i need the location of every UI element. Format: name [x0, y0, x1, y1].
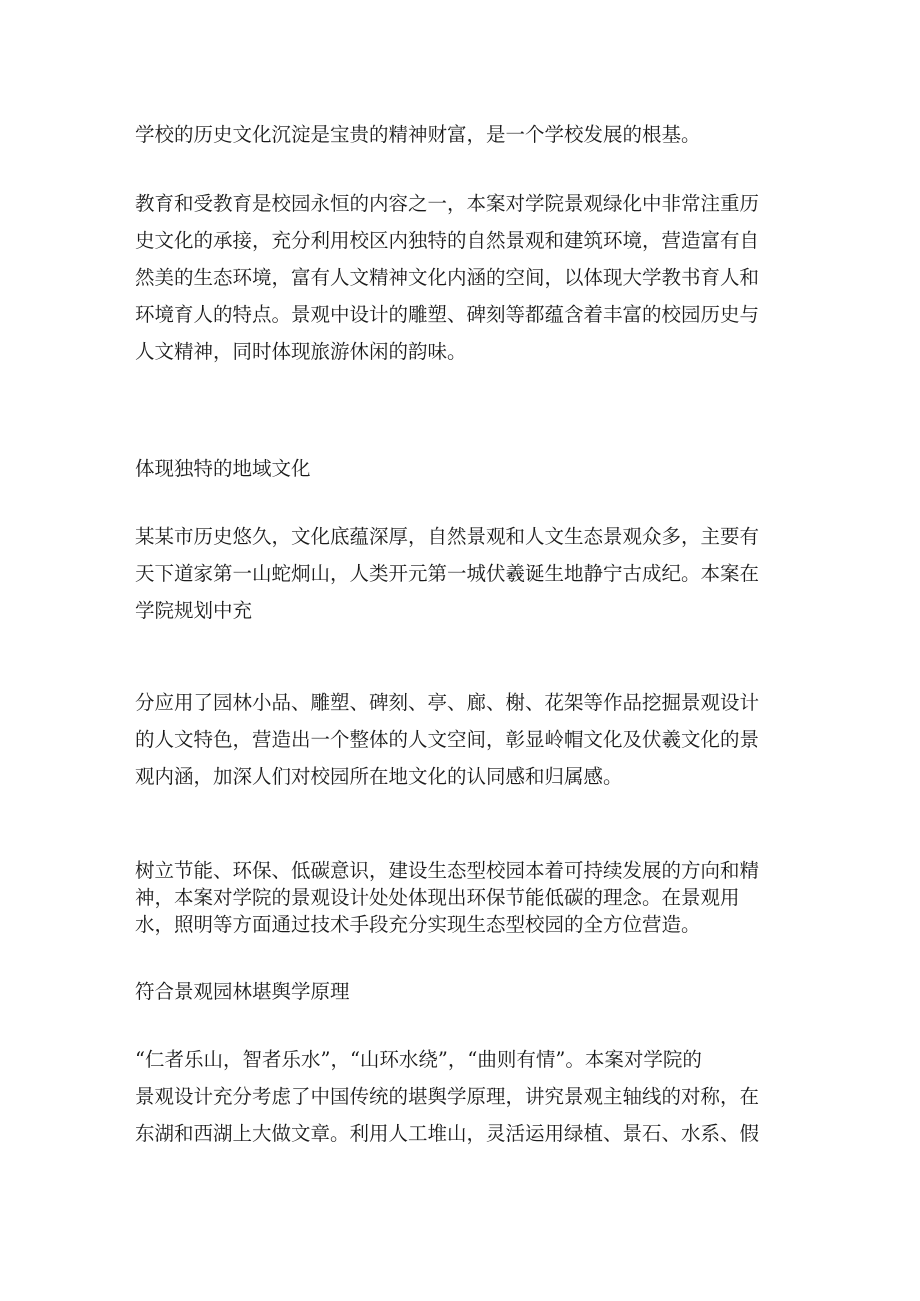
text-line: 学院规划中充: [135, 599, 253, 622]
text-line: 史文化的承接，充分利用校区内独特的自然景观和建筑环境，营造富有自: [135, 229, 760, 252]
text-line: 景观设计充分考虑了中国传统的堪舆学原理，讲究景观主轴线的对称，在: [135, 1085, 760, 1108]
text-line: “仁者乐山，智者乐水”，“山环水绕”，“曲则有情”。本案对学院的: [135, 1048, 702, 1071]
paragraph-eco-campus: [135, 857, 785, 938]
text-line: 观内涵，加深人们对校园所在地文化的认同感和归属感。: [135, 765, 623, 788]
text-line: 教育和受教育是校园永恒的内容之一，本案对学院景观绿化中非常注重历: [135, 192, 760, 215]
text-line: 的人文特色，营造出一个整体的人文空间，彰显岭帽文化及伏羲文化的景: [135, 728, 760, 751]
text-line: 东湖和西湖上大做文章。利用人工堆山，灵活运用绿植、景石、水系、假: [135, 1122, 760, 1145]
text-line: 符合景观园林堪舆学原理: [135, 980, 350, 1003]
text-line: 学校的历史文化沉淀是宝贵的精神财富，是一个学校发展的根基。: [135, 123, 701, 146]
paragraph-city-history: [135, 518, 785, 629]
text-line: 环境育人的特点。景观中设计的雕塑、碑刻等都蕴含着丰富的校园历史与: [135, 303, 760, 326]
paragraph-heritage: [135, 116, 785, 153]
paragraph-geomancy: [135, 1041, 785, 1152]
text-line: 水，照明等方面通过技术手段充分实现生态型校园的全方位营造。: [135, 913, 701, 936]
text-line: 体现独特的地域文化: [135, 457, 311, 480]
text-line: 人文精神，同时体现旅游休闲的韵味。: [135, 340, 467, 363]
text-line: 然美的生态环境，富有人文精神文化内涵的空间，以体现大学教书育人和: [135, 266, 760, 289]
text-line: 树立节能、环保、低碳意识，建设生态型校园本着可持续发展的方向和精: [135, 859, 760, 882]
paragraph-landscape-elements: [135, 684, 785, 795]
text-line: 天下道家第一山蛇炯山，人类开元第一城伏羲诞生地静宁古成纪。本案在: [135, 562, 760, 585]
text-line: 神，本案对学院的景观设计处处体现出环保节能低碳的理念。在景观用: [135, 886, 740, 909]
paragraph-education: [135, 185, 785, 370]
text-line: 某某市历史悠久，文化底蕴深厚，自然景观和人文生态景观众多，主要有: [135, 525, 760, 548]
section-heading-regional-culture: [135, 450, 785, 487]
text-line: 分应用了园林小品、雕塑、碑刻、亭、廊、榭、花架等作品挖掘景观设计: [135, 691, 760, 714]
section-heading-geomancy: [135, 973, 785, 1010]
